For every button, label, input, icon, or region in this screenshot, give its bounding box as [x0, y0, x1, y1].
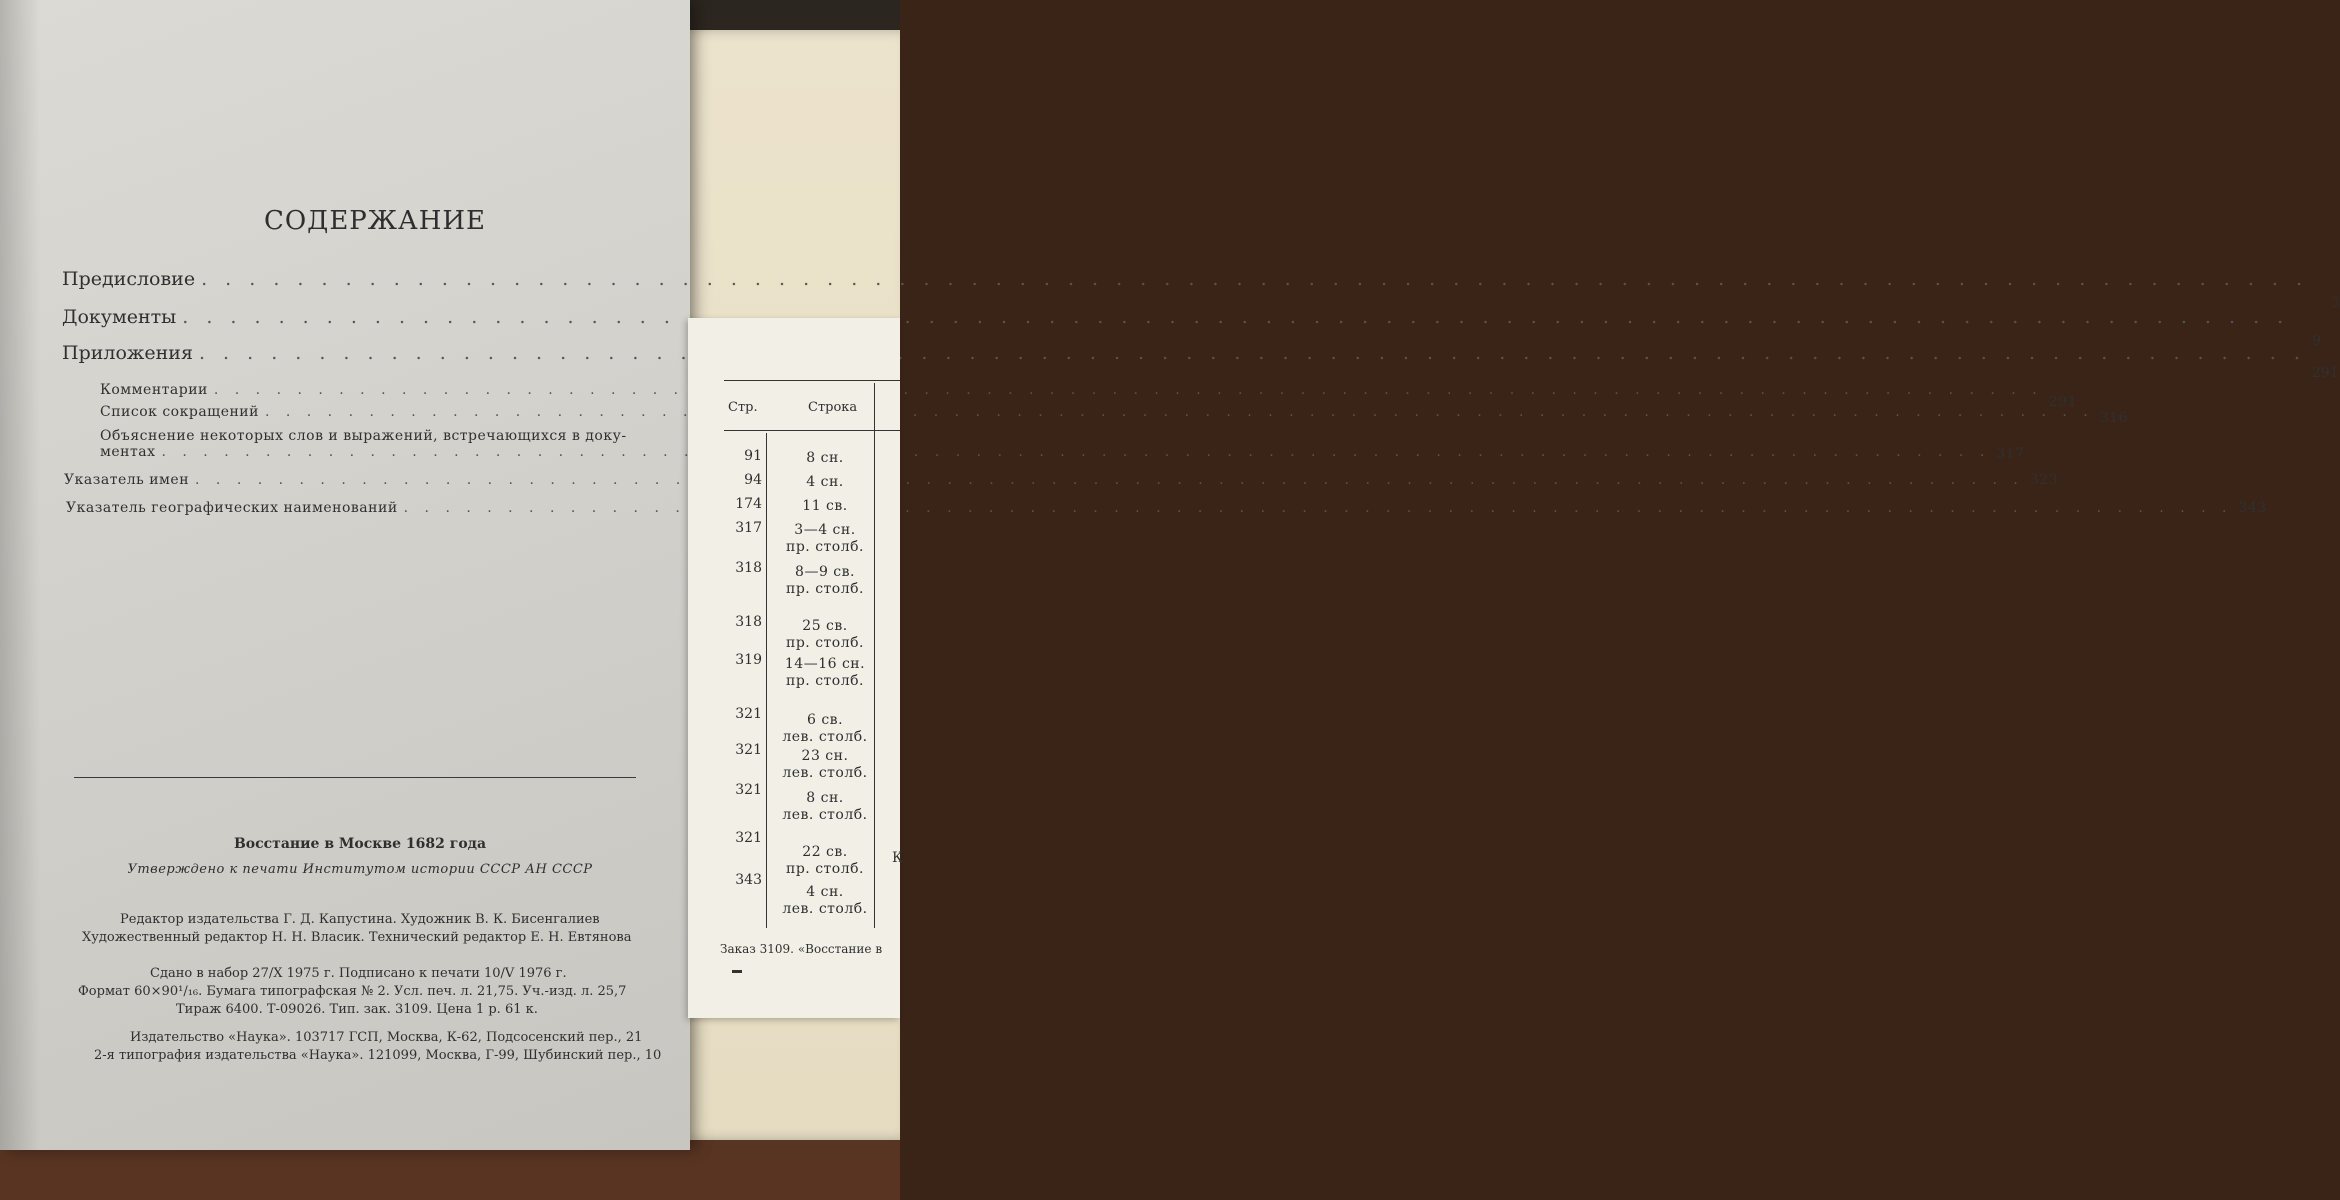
errata-column-rule-2 — [874, 383, 875, 928]
errata-col-line: Строка — [808, 400, 858, 415]
toc-entry-label: Приложения — [62, 342, 193, 364]
errata-row-page: 321 — [735, 830, 762, 846]
toc-entry-page: 3 — [2331, 295, 2340, 311]
toc-entry-page: 317 — [1996, 446, 2025, 462]
errata-row-line — [780, 656, 870, 690]
errata-line-text: 8 сн. — [806, 790, 844, 806]
errata-line-column: пр. столб. — [786, 861, 864, 877]
imprint-editors-line1: Редактор издательства Г. Д. Капустина. Художник В. К. Бисенгалиев — [120, 912, 600, 927]
errata-row-page: 343 — [735, 872, 762, 888]
errata-row-line — [780, 498, 870, 515]
errata-row-line — [780, 844, 870, 878]
errata-edge-letter: К — [892, 850, 903, 866]
errata-line-text: 3—4 сн. — [794, 522, 856, 538]
imprint-print-line1: Сдано в набор 27/X 1975 г. Подписано к печати 10/V 1976 г. — [150, 966, 567, 981]
toc-entry-page: 291 — [2048, 394, 2077, 410]
errata-line-text: 23 сн. — [801, 748, 849, 764]
leader-dots — [195, 472, 2024, 488]
toc-entry-appendices — [62, 342, 2339, 381]
errata-line-column: пр. столб. — [786, 581, 864, 597]
errata-row-page: 318 — [735, 560, 762, 576]
errata-line-column: пр. столб. — [786, 673, 864, 689]
errata-row-line — [780, 474, 870, 491]
errata-column-rule — [766, 433, 767, 928]
errata-line-column: лев. столб. — [782, 807, 868, 823]
toc-entry-label: Комментарии — [100, 382, 208, 398]
errata-line-text: 11 св. — [802, 498, 848, 514]
errata-row-line — [780, 564, 870, 598]
imprint-print-line3: Тираж 6400. Т-09026. Тип. зак. 3109. Цена 1 р. 61 к. — [176, 1002, 538, 1017]
imprint-approved: Утверждено к печати Институтом истории СССР АН СССР — [127, 862, 593, 877]
errata-row-line — [780, 884, 870, 918]
errata-row-line — [780, 790, 870, 824]
toc-entry-page: 323 — [2029, 472, 2059, 488]
leader-dots — [404, 500, 2233, 516]
errata-footer: Заказ 3109. «Восстание в — [720, 942, 883, 956]
errata-line-text: 6 св. — [806, 712, 844, 728]
errata-col-page: Стр. — [728, 400, 758, 415]
imprint-publisher-line1: Издательство «Наука». 103717 ГСП, Москва, К-62, Подсосенский пер., 21 — [130, 1030, 643, 1045]
errata-row-page: 319 — [735, 652, 762, 668]
toc-entry-documents — [62, 306, 2322, 349]
errata-row-line — [780, 618, 870, 652]
toc-entry-preface — [62, 268, 2340, 311]
errata-row-line — [780, 748, 870, 782]
toc-entry-label: Указатель географических наименований — [66, 500, 398, 516]
errata-line-text: 8 сн. — [806, 450, 844, 466]
errata-line-text: 4 сн. — [806, 884, 844, 900]
imprint-print-line2: Формат 60×90¹/₁₆. Бумага типографская № 2. Усл. печ. л. 21,75. Уч.-изд. л. 25,7 — [78, 984, 627, 999]
errata-line-column: лев. столб. — [782, 729, 868, 745]
errata-line-text: 4 сн. — [806, 474, 844, 490]
errata-line-text: 25 св. — [802, 618, 848, 634]
errata-line-column: пр. столб. — [786, 635, 864, 651]
leader-dots — [199, 342, 2306, 364]
divider-rule — [74, 777, 636, 778]
errata-line-column: лев. столб. — [782, 765, 868, 781]
errata-row-page: 321 — [735, 706, 762, 722]
imprint-publisher-line2: 2-я типография издательства «Наука». 121099, Москва, Г-99, Шубинский пер., 10 — [94, 1048, 662, 1063]
errata-line-text: 14—16 сн. — [784, 656, 866, 672]
leader-dots — [162, 444, 1991, 460]
leader-dots — [214, 382, 2043, 398]
toc-entry-label: Документы — [62, 306, 177, 328]
toc-entry-page: 343 — [2238, 500, 2267, 516]
errata-line-column: лев. столб. — [782, 901, 868, 917]
errata-row-page: 318 — [735, 614, 762, 630]
toc-entry-page: 316 — [2099, 410, 2128, 426]
leader-dots — [201, 268, 2308, 290]
errata-top-rule — [724, 380, 900, 381]
errata-dash-mark — [732, 970, 742, 973]
errata-row-page: 317 — [735, 520, 762, 536]
errata-row-page: 321 — [735, 742, 762, 758]
errata-slip — [688, 318, 903, 1018]
toc-title: СОДЕРЖАНИЕ — [263, 206, 487, 236]
imprint-editors-line2: Художественный редактор Н. Н. Власик. Технический редактор Е. Н. Евтянова — [82, 930, 632, 945]
errata-row-line — [780, 450, 870, 467]
errata-line-text: 8—9 св. — [795, 564, 855, 580]
leader-dots — [182, 306, 2289, 328]
errata-row-line — [780, 712, 870, 746]
errata-table — [688, 318, 903, 938]
toc-entry-page: 9 — [2312, 333, 2322, 349]
toc-entry-label: Указатель имен — [64, 472, 190, 488]
toc-entry-label: ментах — [100, 444, 156, 460]
errata-row-line — [780, 522, 870, 556]
errata-row-page: 94 — [744, 472, 762, 488]
toc-entry-label: Предисловие — [62, 268, 196, 290]
toc-entry-label: Список сокращений — [100, 404, 259, 420]
toc-entry-page: 291 — [2311, 365, 2339, 381]
errata-line-text: 22 св. — [802, 844, 848, 860]
toc-entry-glossary-line1: Объяснение некоторых слов и выражений, встречающихся в доку- — [100, 428, 627, 444]
imprint-book-title: Восстание в Москве 1682 года — [233, 836, 487, 852]
errata-line-column: пр. столб. — [786, 539, 864, 555]
errata-row-page: 321 — [735, 782, 762, 798]
errata-row-page: 91 — [744, 448, 762, 464]
leader-dots — [265, 404, 2094, 420]
errata-row-page: 174 — [735, 496, 762, 512]
